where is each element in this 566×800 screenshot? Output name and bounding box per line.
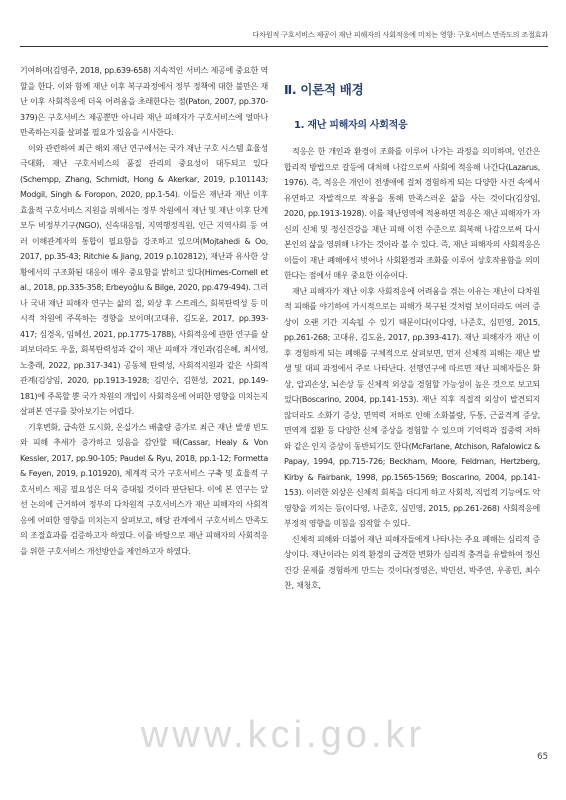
right-paragraph-1: 적응은 한 개인과 환경이 조화를 이루어 나가는 과정을 의미하며, 인간은 합리적 방법으로 갈등에 대처해 나감으로써 사회에 적응해 나간다(Lazarus, 1976). 즉, 적응은 개인이 전생애에 걸쳐 경험하게 되는 다양한 사건 속에서 유연하고 자발적으로 작용을 통해 만족스러운 삶을 사는 것이다(김상임, 2020, pp.1913-1928). 이를 재난영역에 적용하면 적응은 재난 피해자가 자신의 신체 및 정신건강을 재난 피해 이전 수준으로 회복해 나감으로써 다시 본인의 삶을 영위해 나가는 것이라 볼 수 있다. 즉, 재난 피해자의 사회적응은 이들이 재난 폐해에서 벗어나 사회환경과 조화를 이루어 상호작용함을 의미한다는 점에서 매우 중요한 이슈이다.	[284, 147, 540, 280]
watermark: www.kci.go.kr	[140, 714, 426, 756]
running-header: 다차원적 구호서비스 제공이 재난 피해자의 사회적응에 미치는 영향: 구호서비스 만족도의 조절효과	[252, 30, 548, 39]
right-paragraph-2: 재난 피해자가 재난 이후 사회적응에 어려움을 겪는 이유는 재난이 다차원적 피해를 야기하여 가시적으로는 피해가 복구된 것처럼 보이더라도 여러 증상이 오랜 기간 지속될 수 있기 때문이다(이다영, 나준호, 심민영, 2015, pp.261-268; 고대유, 김도윤, 2017, pp.393-417). 재난 피해자가 재난 이후 경험하게 되는 폐해를 구체적으로 살펴보면, 먼저 신체적 피해는 재난 발생 및 대피 과정에서 주로 나타난다. 선행연구에 따르면 재난 피해자들은 화상, 압괴손상, 뇌손상 등 신체적 외상을 경험할 가능성이 높은 것으로 보고되었다(Boscarino, 2004, pp.141-153). 재난 직후 직접적 외상이 발견되지 않더라도 소화기 증상, 면역력 저하로 인해 소화불량, 두통, 근골격계 증상, 면역계 질환 등 다양한 신체 증상을 경험할 수 있으며 기억력과 집중력 저하와 같은 인지 증상이 동반되기도 한다(McFarlane, Atchison, Rafalowicz & Papay, 1994, pp.715-726; Beckham, Moore, Feldman, Hertzberg, Kirby & Fairbank, 1998, pp.1565-1569; Boscarino, 2004, pp.141-153). 이러한 외상은 신체적 회복을 더디게 하고 사회적, 직업적 기능에도 악영향을 끼치는 등(이다영, 나준호, 심민영, 2015, pp.261-268) 사회적응에 부정적 영향을 미침을 짐작할 수 있다.	[284, 286, 540, 528]
left-paragraph-3: 기후변화, 급속한 도시화, 온실가스 배출량 증가로 최근 재난 발생 빈도와 피해 추세가 증가하고 있음을 감안할 때(Cassar, Healy & Von Kessler, 2017, pp.90-105; Paudel & Ryu, 2018, pp.1-12; Formetta & Feyen, 2019, p.101920), 체계적 국가 구호서비스 구축 및 효율적 구호서비스 제공 필요성은 더욱 증대될 것이라 판단된다. 이에 본 연구는 앞선 논의에 근거하여 정부의 다차원적 구호서비스가 재난 피해자의 사회적응에 어떠한 영향을 미치는지 살펴보고, 해당 관계에서 구호서비스 만족도의 조절효과를 검증하고자 하였다. 이를 바탕으로 재난 피해자의 사회적응을 위한 구호서비스 개선방안을 제언하고자 하였다.	[20, 422, 268, 556]
left-paragraph-1: 기여하며(김영주, 2018, pp.639-658) 지속적인 서비스 제공에 중요한 역할을 한다. 이와 함께 재난 이후 복구과정에서 정부 정책에 대한 불만은 재난 이후 사회적응에 더욱 어려움을 초래한다는 점(Paton, 2007, pp.370-379)은 구호서비스 제공뿐만 아니라 재난 피해자가 구호서비스에 얼마나 만족하는지를 살펴볼 필요가 있음을 시사한다.	[20, 66, 268, 137]
right-column	[284, 144, 540, 594]
left-column	[20, 63, 268, 559]
section-title: Ⅱ. 이론적 배경	[284, 82, 364, 97]
page-number: 65	[537, 752, 548, 762]
right-paragraph-3: 신체적 피해와 더불어 재난 피해자들에게 나타나는 주요 폐해는 심리적 증상이다. 재난이라는 외적 환경의 급격한 변화가 심리적 충격을 유발하여 정신건강 문제를 경험하게 만드는 것이다(정영은, 박민선, 박주연, 우종민, 최수찬, 채청호,	[284, 534, 540, 590]
header-rule	[20, 46, 548, 47]
subsection-title: 1. 재난 피해자의 사회적응	[294, 120, 408, 131]
left-paragraph-2: 이와 관련하여 최근 해외 재난 연구에서는 국가 재난 구호 시스템 효율성 극대화, 재난 구호서비스의 품질 관리의 중요성이 대두되고 있다(Schempp, Zhang, Schmidt, Hong & Akerkar, 2019, p.101143; Modgil, Singh & Foropon, 2020, pp.1-54). 이들은 재난과 재난 이후 효율적 구호서비스 지원을 위해서는 정부 차원에서 재난 및 재난 이후 단계 모두 비정부기구(NGO), 신속대응팀, 지역행정직원, 인근 지역사회 등 여러 이해관계자의 통합이 필요함을 강조하고 있으며(Mojtahedi & Oo, 2017, pp.35-43; Ritchie & Jiang, 2019 p.102812), 재난과 유사한 상황에서의 구조화된 대응이 매우 중요함을 밝히고 있다(Himes-Cornell et al., 2018, pp.335-358; Erbeyoğlu & Bilge, 2020, pp.479-494). 그러나 국내 재난 피해자 연구는 삶의 질, 외상 후 스트레스, 회복탄력성 등 미시적 차원에 주목하는 경향을 보이며(고대유, 김도윤, 2017, pp.393-417; 심경옥, 임혜선, 2021, pp.1775-1788), 사회적응에 관한 연구를 살펴보더라도 우울, 회복탄력성과 같이 재난 피해자 개인과(김은혜, 최서영, 노충래, 2022, pp.317-341) 공동체 탄력성, 사회적지원과 같은 사회적 관계(김상임, 2020, pp.1913-1928; 김민수, 김현성, 2021, pp.149-181)에 주목할 뿐 국가 차원의 개입이 사회적응에 어떠한 영향을 미치는지 살펴본 연구를 찾아보기는 어렵다.	[20, 143, 268, 416]
